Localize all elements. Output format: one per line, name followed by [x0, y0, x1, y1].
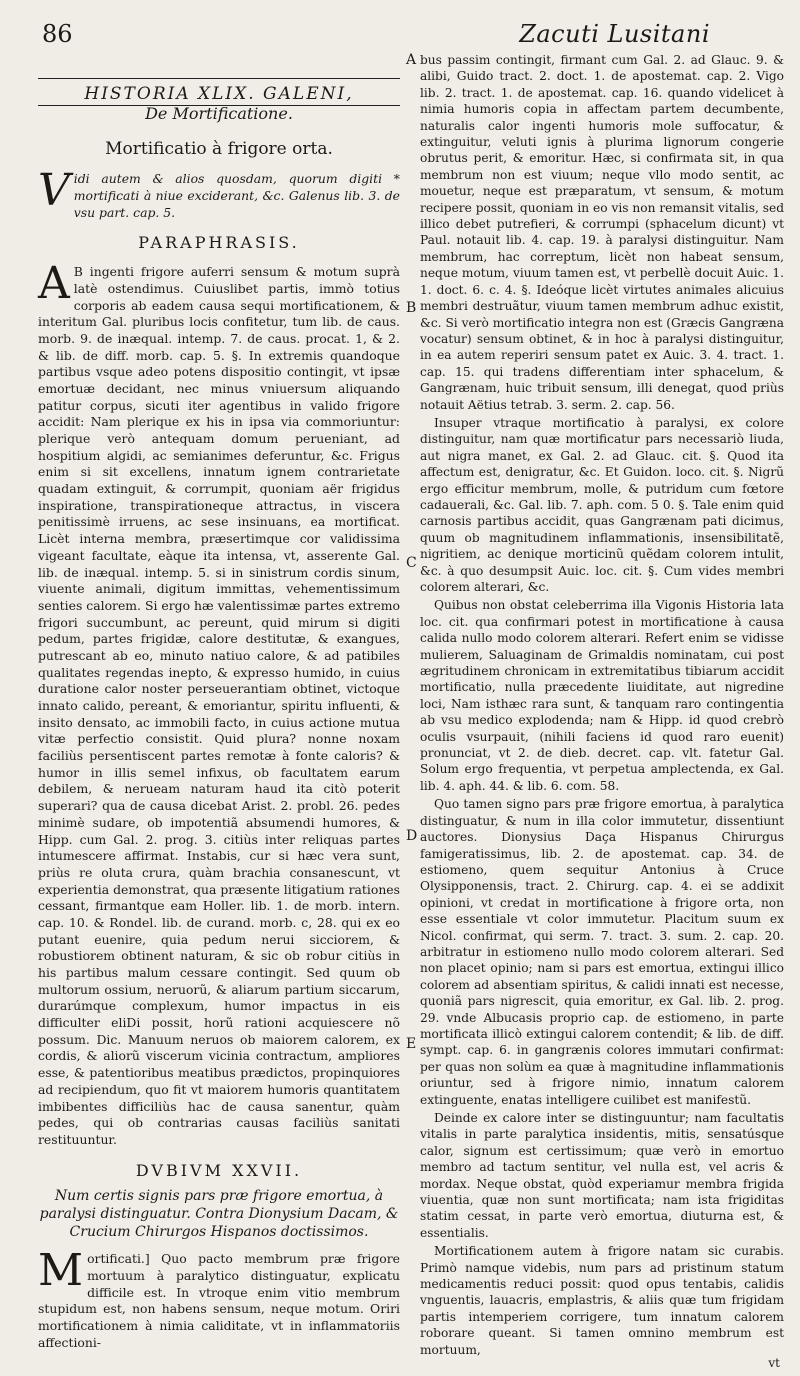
margin-letter-e: E: [406, 1036, 417, 1052]
historia-subheading: De Mortificatione.: [145, 104, 293, 123]
catchword: vt: [768, 1356, 780, 1370]
margin-letter-a: A: [406, 52, 417, 68]
page-header: [36, 14, 770, 54]
dropcap-a: A: [38, 258, 70, 310]
right-paragraph-2: Insuper vtraque mortificatio à paralysi, ex colore distinguitur, nam quæ mortificatur pars necessariò liuda, aut nigra manet, ex Gal. 2. ad Glauc. cit. §. Quod ita affectum est, denigratur, &c. Et Guidon. loco. cit. §. Nigrũ ergo efficitur membrum, molle, & putridum cum fœtore cadauerali, &c. Gal. lib. 7. aph. com. 5 0. §. Tale enim quid carnosis partibus accidit, quas Gangrænam pati dicimus, quum ob magnitudinem inflammationis, insensibilitatẽ, nigritiem, ac denique morticinũ quẽdam colorem intulit, &c. à quo desumpsit Auic. loc. cit. §. Cum vides membri colorem alterari, &c.: [420, 415, 784, 594]
right-paragraph-5: Deinde ex calore inter se distinguuntur; nam facultatis vitalis in parte paralytica insidentis, mitis, sensatúsque calor, signum est certissimum; quæ verò in emortuo membro ad tactum sentitur, vel nulla est, vel acris & mordax. Neque obstat, quòd experiamur membra frigida viuentia, quæ non sunt mortificata; nam ista frigiditas statim cessat, in parte verò emortua, diuturna est, & essentialis.: [420, 1111, 784, 1240]
galen-quote-text: idi autem & alios quosdam, quorum digiti * mortificati à niue exciderant, &c. Galenus lib. 3. de vsu part. cap. 5.: [73, 171, 400, 220]
right-paragraph-3: Quibus non obstat celeberrima illa Vigonis Historia lata loc. cit. qua confirmari potest in mortificatione à causa calida nullo modo colorem alterari. Refert enim se vidisse mulierem, Saluaginam de Grimaldis nominatam, cui post ægritudinem chronicam in extremitatibus tibiarum accidit mortificatio, nulla præcedente liuiditate, aut nigredine loci, Nam isthæc rara sunt, & tanquam raro contingentia ab vsu medico explodenda; nam & Hipp. id quod crebrò oculis vsurpauit, (nihili faciens id quod raro euenit) pronunciat, vt 2. de dieb. decret. cap. vlt. fatetur Gal. Solum ergo frequentia, vt perpetua amplectenda, ex Gal. lib. 4. aph. 44. & lib. 6. com. 58.: [420, 598, 784, 793]
margin-letter-b: B: [406, 300, 417, 316]
dropcap-m: M: [38, 1245, 84, 1297]
paraphrasis-heading: PARAPHRASIS.: [138, 233, 300, 253]
right-paragraph-1: bus passim contingit, firmant cum Gal. 2. ad Glauc. 9. & alibi, Guido tract. 2. doct. 1. de apostemat. cap. 2. Vigo lib. 2. tract. 1. de apostemat. cap. 16. quando videlicet à nimia humoris copia in affectam partem decumbente, naturalis calor ingenti humoris mole suffocatur, & extinguitur, veluti ignis à plurima lignorum congerie obrutus perit, & emoritur. Hæc, si confirmata sit, in qua membrum non est viuum; neque vllo modo sentit, ac mouetur, neque est præparatum, vt sensum, & motum recipere possit, quoniam in eo vis non remansit vitalis, sed illico debet putrefieri, & corrumpi (sphacelum dicunt) vt Paul. notauit lib. 4. cap. 19. à paralysi distinguitur. Nam membrum, hac correptum, licèt non habeat sensum, neque motum, viuum tamen est, vt perbellè docuit Auic. 1. 1. doct. 6. c. 4. §. Ideóque licèt virtutes animales alicuius membri destruãtur, viuum tamen membrum adhuc existit, &c. Si verò mortificatio integra non est (Græcis Gangræna vocatur) sensum obtinet, & in hoc à paralysi distinguitur, in ea autem reperiri sensum patet ex Auic. 3. 4. tract. 1. cap. 15. qui tradens differentiam inter sphacelum, & Gangrænam, huic tribuit sensum, illi denegat, quod priùs notauit Aëtius tetrab. 3. serm. 2. cap. 56.: [420, 53, 784, 412]
section-subheading: Mortificatio à frigore orta.: [105, 138, 333, 159]
margin-letter-c: C: [406, 555, 417, 571]
paraphrasis-text: B ingenti frigore auferri sensum & motum suprà latè ostendimus. Cuiuslibet partis, immò totius corporis ab eadem causa sequi mortificationem, & interitum Gal. pluribus locis confitetur, tum lib. de caus. morb. 9. de inæqual. intemp. 7. de caus. procat. 1, & 2. & lib. de diff. morb. cap. 5. §. In extremis quandoque partibus vsque adeo potens dispositio contingit, vt ipsæ emortuæ decidant, nec minus vniuersum aliquando patitur corpus, sicuti iter agentibus in valido frigore accidit: Nam plerique ex his in ipsa via commoriuntur: plerique verò antequam domum perueniant, ad hospitium algidi, ac semianimes deferuntur, &c. Frigus enim si sit excellens, innatum ignem contrarietate quadam extinguit, & corrumpit, quoniam aër frigidus inspiratione, transpirationeque attractus, in viscera penitissimè irruens, ac sese insinuans, ea mortificat. Licèt interna membra, præsertimque cor validissima vigeant facultate, eàque ita intensa, vt, asserente Gal. lib. de inæqual. intemp. 5. si in sinistrum cordis sinum, viuente animali, digitum immittas, vehementissimum senties calorem. Si ergo hæ valentissimæ partes extremo frigori succumbunt, ac pereunt, quid mirum si digiti pedum, partes frigidæ, calore destitutæ, & exangues, putrescant ab eo, minuto natiuo calore, & ad patibiles qualitates regendas inepto, & expresso humido, in cuius duratione calor noster perseuerantiam obtinet, victoque innato calido, pereant, & emoriantur, spiritu influenti, & insito densato, ac immobili facto, in cuius actione mutua vitæ perfectio consistit. Quid plura? nonne noxam faciliùs persentiscent partes remotæ à fonte caloris? & humor in illis semel infixus, ob facultatem earum debilem, & nerueam naturam haud ita citò poterit superari? qua de causa dicebat Arist. 2. probl. 26. pedes minimè sudare, ob impotentiã absumendi humores, & Hipp. cum Gal. 2. prog. 3. citiùs inter reliquas partes intumescere affirmat. Instabis, cur si hæc vera sunt, priùs re oluta crura, quàm brachia consanescunt, vt experientia demonstrat, qua præsente litigatium rationes cessant, firmantque eam Holler. lib. 1. de morb. intern. cap. 10. & Rondel. lib. de curand. morb. c, 28. qui ex eo putant euenire, quia pedum nerui sicciorem, & robustiorem obtinent naturam, & sic ob robur citiùs in his partibus malum cessare contingit. Sed quum ob multorum ossium, neruorũ, & aliarum partium siccarum, durarúmque complexum, humor impactus in eis difficulter eliDi possit, horũ rationi acquiescere nõ possum. Dic. Manuum neruos ob maiorem calorem, ex cordis, & aliorũ viscerum vicinia contractum, ampliores esse, & patentioribus meatibus prædictos, propinquiores ad recipiendum, quo fit vt maiorem humoris quantitatem imbibentes difficiliùs hac de causa sanentur, quàm pedes, qui ob contrarias causas faciliùs sanitati restituuntur.: [38, 264, 400, 1147]
right-column: [420, 52, 784, 1360]
right-paragraph-6: Mortificationem autem à frigore natam sic curabis. Primò namque videbis, num pars ad pristinum statum medicamentis reduci possit: quod opus tentabis, calidis vnguentis, lauacris, emplastris, & aliis quæ tum frigidam partis intemperiem corrigere, tum innatum calorem roborare queant. Si tamen omnino membrum est mortuum,: [420, 1244, 784, 1357]
dropcap-v: V: [38, 165, 70, 217]
galen-quote: [38, 165, 400, 221]
running-title: Zacuti Lusitani: [519, 20, 710, 48]
paraphrasis-paragraph: [38, 258, 400, 1148]
page-number: 86: [42, 20, 73, 48]
margin-letter-d: D: [406, 828, 418, 844]
mortificati-paragraph: [38, 1245, 400, 1351]
left-column: [38, 52, 400, 1353]
historia-heading: HISTORIA XLIX. GALENI,: [38, 78, 400, 106]
right-paragraph-4: Quo tamen signo pars præ frigore emortua, à paralytica distinguatur, & num in illa color immutetur, dissentiunt auctores. Dionysius Daça Hispanus Chirurgus famigeratissimus, lib. 2. de apostemat. cap. 34. de estiomeno, quem sequitur Antonius à Cruce Olysipponensis, tract. 2. Chirurg. cap. 4. ei se addixit opinioni, vt credat in mortificatione à frigore orta, non esse essentiale vt color immutetur. Placitum suum ex Nicol. confirmat, qui serm. 7. tract. 3. sum. 2. cap. 20. arbitratur in estiomeno nullo modo colorem alterari. Sed non placet opinio; nam si pars est emortua, extingui illico colorem ad absentiam spiritus, & calidi innati est necesse, quoniã pars nigrescit, quia emoritur, ex Gal. lib. 2. prog. 29. vnde Albucasis proprio cap. de estiomeno, in parte mortificata illicò extingui calorem contendit; & lib. de diff. sympt. cap. 6. in gangrænis colores immutari confirmat: per quas non solùm ea quæ à magnitudine inflammationis oriuntur, sed à frigore nimio, innatum calorem extinguente, enatas intelligere cuilibet est manifestũ.: [420, 797, 784, 1107]
dubium-title: Num certis signis pars præ frigore emortua, à paralysi distinguatur. Contra Dionysium Dacam, & Crucium Chirurgos Hispanos doctissimos.: [39, 1188, 399, 1241]
mortificati-text: ortificati.] Quo pacto membrum præ frigore mortuum à paralytico distinguatur, explicatu difficile est. In vtroque enim vitio membrum stupidum est, non habens sensum, neque motum. Oriri mortificationem à nimia caliditate, vt in inflammatoriis affectioni-: [38, 1251, 400, 1350]
dubium-heading: DVBIVM XXVII.: [135, 1160, 303, 1180]
